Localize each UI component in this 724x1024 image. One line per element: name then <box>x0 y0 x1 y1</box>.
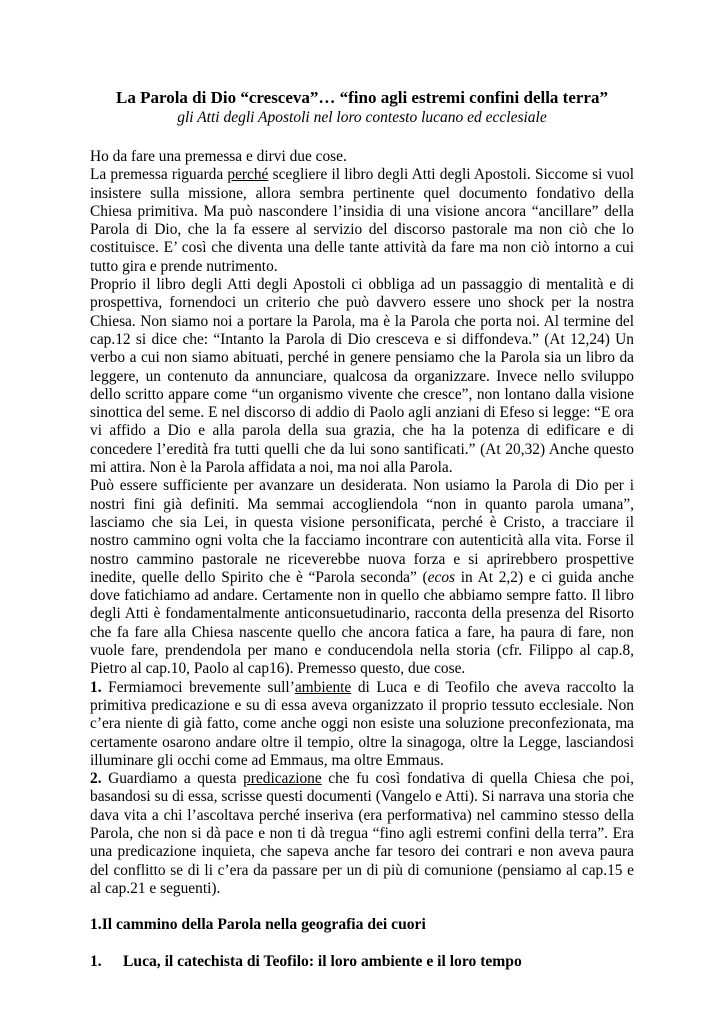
text-run: Ho da fare una premessa e dirvi due cose. <box>90 148 347 165</box>
paragraph-passaggio-mentalita <box>90 276 634 477</box>
italic-word-ecos: ecos <box>427 568 456 586</box>
document-subtitle: gli Atti degli Apostoli nel loro contesto lucano ed ecclesiale <box>177 109 547 126</box>
document-body <box>90 148 634 898</box>
section-heading-cammino-parola: 1.Il cammino della Parola nella geografia dei cuori <box>90 916 426 934</box>
text-run: La premessa riguarda <box>90 166 228 184</box>
sub-heading-number: 1. <box>90 953 102 971</box>
sub-heading-luca-catechista <box>90 952 634 971</box>
underlined-word-predicazione: predicazione <box>243 770 322 788</box>
document-title: La Parola di Dio “cresceva”… “fino agli estremi confini della terra” <box>116 88 608 107</box>
text-run: in At 2,2) e ci guida anche dove fatichiamo ad andare. Certamente non in quello che abbiamo sempre fatto. Il libro degli Atti è fondamentalmente anticonsuetudinario, racconta della presenza del Risorto che fa fare alla Chiesa nascente quello che ancora fatica a fare, ha paura di fare, non vuole fare, prendendola per mano e conducendola nella storia (cfr. Filippo al cap.8, Pietro al cap.10, Paolo al cap16). Premesso questo, due cose. <box>90 568 634 678</box>
underlined-word-perche: perché <box>227 166 269 184</box>
text-run: che fu così fondativa di quella Chiesa che poi, basandosi su di essa, scrisse questi documenti (Vangelo e Atti). Si narrava una storia che dava vita a chi l’ascoltava perché inseriva (era performativa) nel cammino stesso della Parola, che non si dà pace e non ti dà tregua “fino agli estremi confini della terra”. Era una predicazione inquieta, che sapeva anche far tesoro dei contrari e non aveva paura del conflitto se di li c’era da passare per un di più di comunione (pensiamo al cap.15 e al cap.21 e seguenti). <box>90 770 634 897</box>
paragraph-scelta-libro-atti <box>90 166 634 276</box>
text-run: Fermiamoci brevemente sull’ <box>101 678 295 696</box>
text-run: Proprio il libro degli Atti degli Apostoli ci obbliga ad un passaggio di mentalità e di prospettiva, fornendoci un criterio che può davvero essere uno shock per la nostra Chiesa. Non siamo noi a portare la Parola, ma è la Parola che porta noi. Al termine del cap.12 si dice che: “Intanto la Parola di Dio cresceva e si diffondeva.” (At 12,24) Un verbo a cui non siamo abituati, perché in genere pensiamo che la Parola sia un libro da leggere, un contenuto da annunciare, qualcosa da organizzare. Invece nello sviluppo dello scritto appare come “un organismo vivente che cresce”, non lontano dalla visione sinottica del seme. E nel discorso di addio di Paolo agli anziani di Efeso si legge: “E ora vi affido a Dio e alla parola della sua grazia, che ha la potenza di edificare e di concedere l’eredità fra tutti quelli che da lui sono santificati.” (At 20,32) Anche questo mi attira. Non è la Parola affidata a noi, ma noi alla Parola. <box>90 276 634 477</box>
paragraph-punto-1-ambiente <box>90 679 634 770</box>
paragraph-desiderata <box>90 477 634 678</box>
sub-heading-text: Luca, il catechista di Teofilo: il loro ambiente e il loro tempo <box>123 953 522 971</box>
paragraph-punto-2-predicazione <box>90 770 634 898</box>
bold-number-1: 1. <box>90 678 102 696</box>
text-run: di Luca e di Teofilo che aveva raccolto la primitiva predicazione e su di essa aveva organizzato il proprio tessuto ecclesiale. Non c’era niente di già fatto, come anche oggi non esiste una soluzione preconfezionata, ma certamente osarono andare oltre il tempio, oltre la sinagoga, oltre la Legge, lasciandosi illuminare gli occhi come ad Emmaus, ma oltre Emmaus. <box>90 678 634 769</box>
paragraph-premessa <box>90 148 634 166</box>
underlined-word-ambiente: ambiente <box>294 678 352 696</box>
bold-number-2: 2. <box>90 770 102 788</box>
text-run: Può essere sufficiente per avanzare un desiderata. Non usiamo la Parola di Dio per i nostri fini già definiti. Ma semmai accogliendola “non in quanto parola umana”, lasciamo che sia Lei, in questa visione personificata, perché è Cristo, a tracciare il nostro cammino ogni volta che la facciamo incontrare con autenticità alla vita. Forse il nostro cammino pastorale ne riceverebbe nuova forza e si aprirebbero prospettive inedite, quelle dello Spirito che è “Parola seconda” ( <box>90 477 634 586</box>
text-run: Guardiamo a questa <box>101 770 244 788</box>
text-run: scegliere il libro degli Atti degli Apostoli. Siccome si vuol insistere sulla missione, allora sembra pertinente quel documento fondativo della Chiesa primitiva. Ma può nascondere l’insidia di una visione ancora “ancillare” della Parola di Dio, che la fa essere al servizio del discorso pastorale ma non ciò che lo costituisce. E’ così che diventa una delle tante attività da fare ma non ciò intorno a cui tutto gira e prende nutrimento. <box>90 166 634 275</box>
